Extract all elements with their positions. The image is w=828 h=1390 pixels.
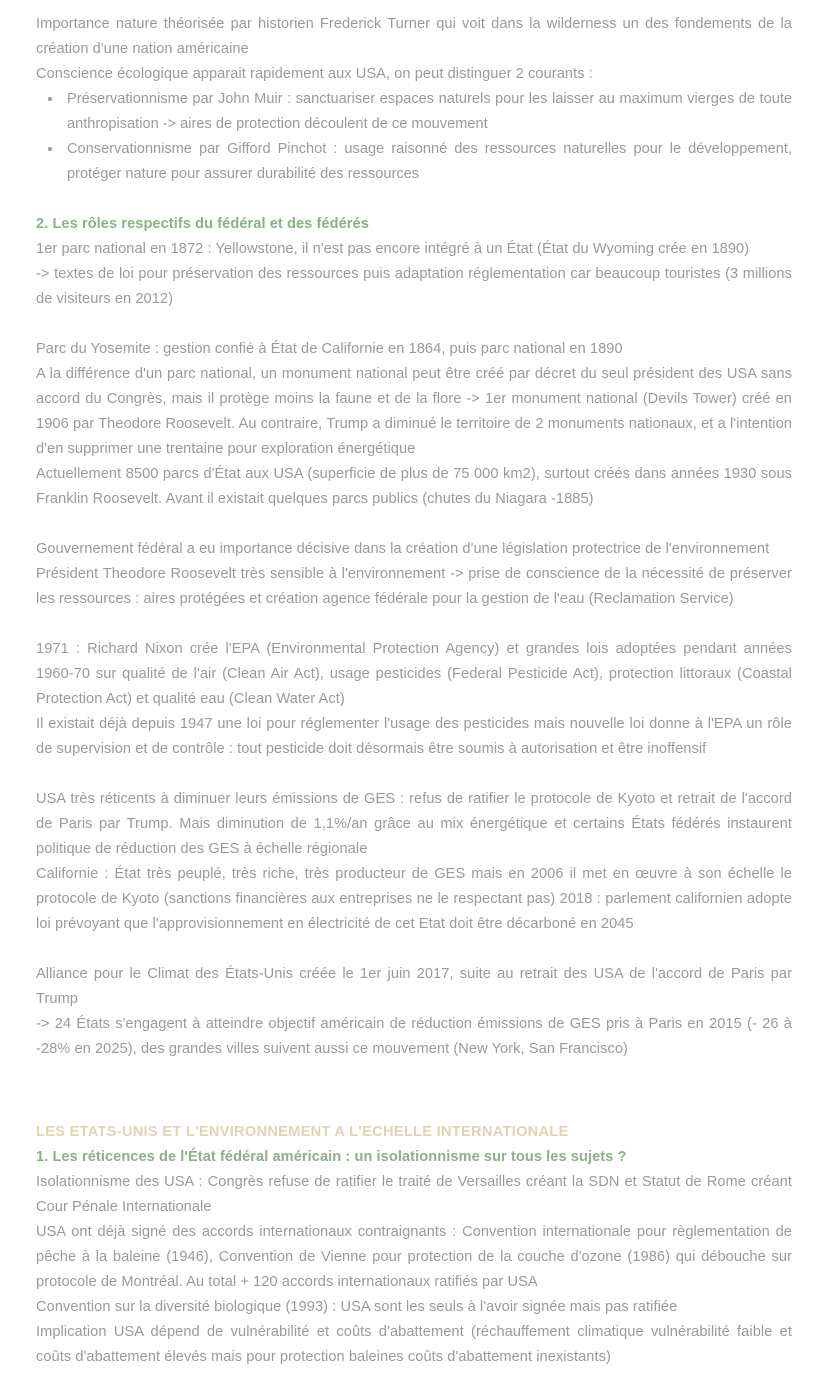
spacer [36,937,792,962]
paragraph-parcs-etat: Actuellement 8500 parcs d'État aux USA (superficie de plus de 75 000 km2), surtout créés dans années 1930 sous Franklin Roosevelt. Avant il existait quelques parcs publics (chutes du Niagara -1885) [36,466,792,507]
spacer [36,612,792,637]
bullet-dot-icon [48,97,52,101]
courants-list [36,87,792,187]
spacer [36,312,792,337]
paragraph-president-roosevelt: Président Theodore Roosevelt très sensible à l'environnement -> prise de conscience de la nécessité de préserver les ressources : aires protégées et création agence fédérale pour la gestion de l'eau (Reclamation Service) [36,566,792,607]
paragraph-conscience-ecologique: Conscience écologique apparait rapidement aux USA, on peut distinguer 2 courants : [36,66,593,82]
paragraph-alliance-climat: Alliance pour le Climat des États-Unis créée le 1er juin 2017, suite au retrait des USA de l'accord de Paris par Trump [36,966,792,1007]
paragraph-textes-de-loi: -> textes de loi pour préservation des ressources puis adaptation réglementation car beaucoup touristes (3 millions de visiteurs en 2012) [36,266,792,307]
list-item-text: Conservationnisme par Gifford Pinchot : usage raisonné des ressources naturelles pour le développement, protéger nature pour assurer durabilité des ressources [67,141,792,182]
heading-reticences-etat-federal: 1. Les réticences de l'État fédéral américain : un isolationnisme sur tous les sujets ? [36,1149,627,1165]
bullet-dot-icon [48,147,52,151]
paragraph-yosemite: Parc du Yosemite : gestion confié à État de Californie en 1864, puis parc national en 1890 [36,341,623,357]
list-item [36,87,792,137]
paragraph-ges-kyoto: USA très réticents à diminuer leurs émissions de GES : refus de ratifier le protocole de Kyoto et retrait de l'accord de Paris par Trump. Mais diminution de 1,1%/an grâce au mix énergétique et certains États fédérés instaurent politique de réduction des GES à échelle régionale [36,791,792,857]
spacer [36,512,792,537]
list-item [36,137,792,187]
list-item-text: Préservationnisme par John Muir : sanctuariser espaces naturels pour les laisser au maximum vierges de toute anthropisation -> aires de protection découlent de ce mouvement [67,91,792,132]
paragraph-implication-vulnerabilite: Implication USA dépend de vulnérabilité et coûts d'abattement (réchauffement climatique vulnérabilité faible et coûts d'abattement élevés mais pour protection baleines coûts d'abattement inexistants) [36,1324,792,1365]
paragraph-epa-nixon: 1971 : Richard Nixon crée l'EPA (Environmental Protection Agency) et grandes lois adoptées pendant années 1960-70 sur qualité de l'air (Clean Air Act), usage pesticides (Federal Pesticide Act), protection littoraux (Coastal Protection Act) et qualité eau (Clean Water Act) [36,641,792,707]
paragraph-gouvernement-federal: Gouvernement fédéral a eu importance décisive dans la création d'une législation protectrice de l'environnement [36,541,770,557]
spacer [36,762,792,787]
paragraph-24-etats: -> 24 États s'engagent à atteindre objectif américain de réduction émissions de GES pris à Paris en 2015 (- 26 à -28% en 2025), des grandes villes suivent aussi ce mouvement (New York, San Francisco) [36,1016,792,1057]
paragraph-monument-national: A la différence d'un parc national, un monument national peut être créé par décret du seul président des USA sans accord du Congrès, mais il protège moins la faune et de la flore -> 1er monument national (Devils Tower) créé en 1906 par Theodore Roosevelt. Au contraire, Trump a diminué le territoire de 2 monuments nationaux, et a l'intention d'en supprimer une trentaine pour exploration énergétique [36,366,792,457]
paragraph-accords-contraignants: USA ont déjà signé des accords internationaux contraignants : Convention internationale pour règlementation de pêche à la baleine (1946), Convention de Vienne pour protection de la couche d'ozone (1986) qui débouche sur protocole de Montréal. Au total + 120 accords internationaux ratifiés par USA [36,1224,792,1290]
heading-roles-respectifs: 2. Les rôles respectifs du fédéral et des fédérés [36,216,369,232]
paragraph-diversite-biologique: Convention sur la diversité biologique (1993) : USA sont les seuls à l'avoir signée mais pas ratifiée [36,1299,678,1315]
paragraph-isolationnisme: Isolationnisme des USA : Congrès refuse de ratifier le traité de Versailles créant la SDN et Statut de Rome créant Cour Pénale Internationale [36,1174,792,1215]
spacer [36,187,792,212]
paragraph-intro-turner: Importance nature théorisée par historien Frederick Turner qui voit dans la wilderness un des fondements de la création d'une nation américaine [36,16,792,57]
paragraph-yellowstone: 1er parc national en 1872 : Yellowstone, il n'est pas encore intégré à un État (État du Wyoming crée en 1890) [36,241,750,257]
document-body [36,12,792,1370]
spacer [36,1062,792,1120]
paragraph-californie: Californie : État très peuplé, très riche, très producteur de GES mais en 2006 il met en œuvre à son échelle le protocole de Kyoto (sanctions financières aux entreprises ne le respectant pas) 2018 : parlement californien adopte loi prévoyant que l'approvisionnement en électricité de cet Etat doit être décarboné en 2045 [36,866,792,932]
heading-section-international: LES ETATS-UNIS ET L'ENVIRONNEMENT A L'ECHELLE INTERNATIONALE [36,1124,569,1140]
paragraph-pesticides-1947: Il existait déjà depuis 1947 une loi pour réglementer l'usage des pesticides mais nouvelle loi donne à l'EPA un rôle de supervision et de contrôle : tout pesticide doit désormais être soumis à autorisation et être inoffensif [36,716,792,757]
